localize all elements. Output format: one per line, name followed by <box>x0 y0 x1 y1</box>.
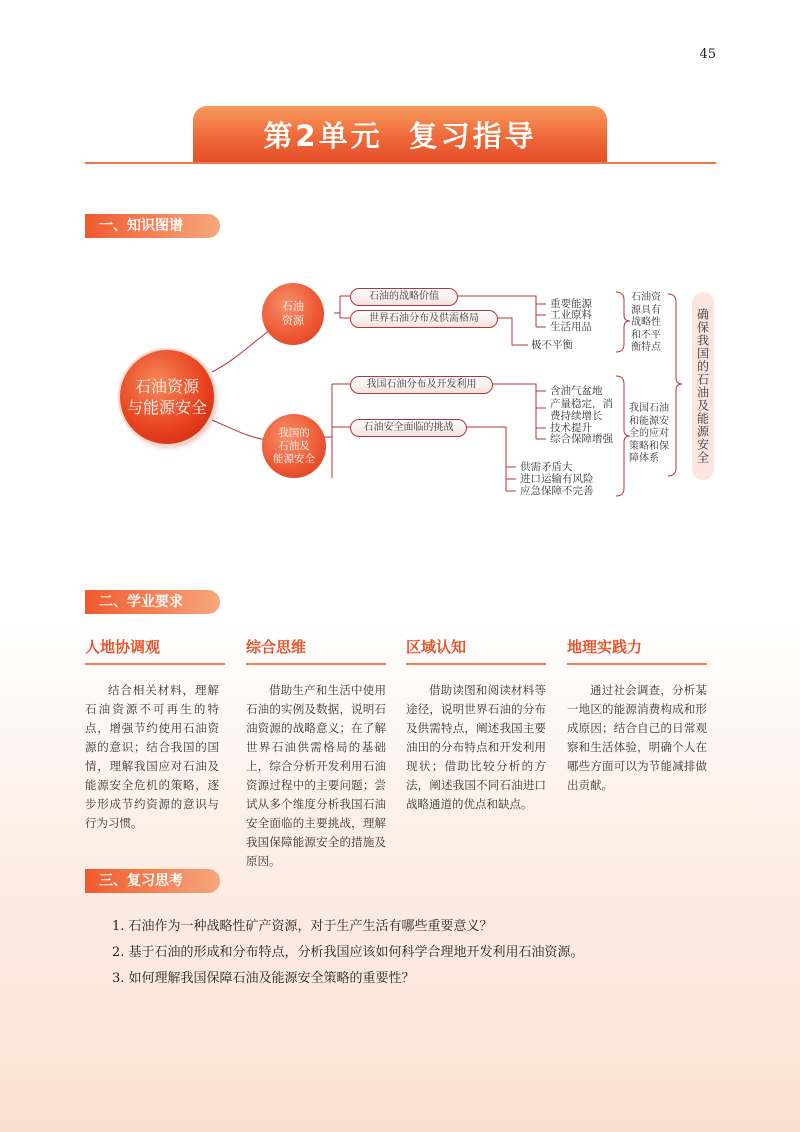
summary-resource-line: 和不平 <box>631 329 661 341</box>
connector-challenges <box>466 427 516 491</box>
requirement-column <box>567 636 707 795</box>
connector-world-distribution <box>497 318 528 345</box>
node-china-line-1: 我国的 <box>278 426 310 439</box>
center-node-line-2: 与能源安全 <box>126 398 207 417</box>
node-oil-resource-line-2: 资源 <box>282 314 304 327</box>
center-node-line-1: 石油资源 <box>134 377 199 396</box>
china-item: 技术提升 <box>550 422 592 434</box>
requirement-paragraph: 结合相关材料，理解石油资源不可再生的特点，增强节约使用石油资源的意识；结合我国的国情，理解我国应对石油及能源安全危机的策略，逐步形成节约资源的意识与行为习惯。 <box>85 683 219 830</box>
final-goal-text: 确保我国的石油及能源安全 <box>695 308 710 464</box>
requirement-column <box>85 636 225 833</box>
node-china-oil-security <box>262 414 326 478</box>
brace-final <box>668 294 682 476</box>
brace-china <box>323 384 350 478</box>
strategic-item: 工业原料 <box>550 309 592 321</box>
section-header-review: 三、复习思考 <box>85 869 220 893</box>
unit-number: 第2单元 <box>263 118 383 153</box>
page-number: 45 <box>699 47 716 62</box>
requirement-paragraph: 通过社会调查，分析某一地区的能源消费构成和形成原因；结合自己的日常观察和生活体验，明确个人在哪些方面可以为节能减排做出贡献。 <box>567 683 707 792</box>
node-china-line-2: 石油及 <box>278 439 310 452</box>
requirement-heading: 地理实践力 <box>567 638 643 656</box>
summary-resource-line: 战略性 <box>631 317 661 328</box>
summary-china-line: 全的应对 <box>629 428 669 439</box>
concept-map <box>0 0 800 560</box>
requirement-column <box>406 636 546 814</box>
summary-resource-line: 衡特点 <box>631 342 661 353</box>
connector-china-distribution <box>492 384 546 439</box>
china-item: 费持续增长 <box>550 410 603 422</box>
requirement-text <box>406 681 546 814</box>
summary-china-line: 和能源安 <box>629 415 669 427</box>
brace-china-summary <box>616 376 630 496</box>
requirement-heading: 人地协调观 <box>85 638 161 656</box>
node-china-line-3: 能源安全 <box>273 452 315 465</box>
node-oil-resource <box>262 283 324 345</box>
connector-strategic-items <box>536 304 546 327</box>
summary-resource-line: 石油资 <box>631 292 661 303</box>
review-question-list <box>112 914 584 992</box>
review-question: 3. 如何理解我国保障石油及能源安全策略的重要性？ <box>112 971 415 986</box>
summary-resource <box>631 292 661 355</box>
requirement-rule <box>246 663 386 665</box>
connector-center-resource <box>212 330 270 372</box>
brace-strategic-summary <box>616 292 630 352</box>
requirement-paragraph: 借助读图和阅读材料等途径，说明世界石油的分布及供需特点，阐述我国主要油田的分布特点和开发利用现状；借助比较分析的方法，阐述我国不同石油进口战略通道的优点和缺点。 <box>406 683 546 811</box>
challenge-item: 供需矛盾大 <box>520 461 573 473</box>
china-item: 综合保障增强 <box>550 433 613 445</box>
section-header-knowledge-map: 一、知识图谱 <box>85 214 220 238</box>
requirement-rule <box>567 663 707 665</box>
summary-china-line: 策略和保 <box>629 440 669 452</box>
china-item: 含油气盆地 <box>550 385 603 397</box>
requirement-text <box>567 681 707 795</box>
concept-map-connectors <box>0 0 800 560</box>
section-header-requirements: 二、学业要求 <box>85 590 220 614</box>
review-question: 2. 基于石油的形成和分布特点，分析我国应该如何科学合理地开发利用石油资源。 <box>112 945 584 960</box>
pill-challenges: 石油安全面临的挑战 <box>350 419 467 437</box>
requirement-text <box>246 681 386 871</box>
summary-resource-line: 源具有 <box>631 304 661 316</box>
pill-strategic-value: 石油的战略价值 <box>350 288 458 306</box>
summary-china-line: 障体系 <box>629 453 659 464</box>
brace-resource <box>334 296 350 318</box>
challenge-item: 进口运输有风险 <box>520 473 594 485</box>
requirement-paragraph: 借助生产和生活中使用石油的实例及数据，说明石油资源的战略意义；在了解世界石油供需格局的基础上，综合分析开发利用石油资源过程中的主要问题；尝试从多个维度分析我国石油安全面临的主要挑战，理解我国保障能源安全的措施及原因。 <box>246 683 386 868</box>
unit-name: 复习指导 <box>408 118 537 153</box>
pill-world-distribution: 世界石油分布及供需格局 <box>350 310 498 328</box>
summary-china <box>629 403 669 466</box>
requirement-rule <box>406 663 546 665</box>
strategic-item: 生活用品 <box>550 321 592 333</box>
final-goal-box <box>692 292 714 480</box>
requirement-text <box>85 681 219 833</box>
center-node <box>120 350 214 444</box>
connector-center-china <box>212 420 268 440</box>
requirement-heading: 区域认知 <box>406 638 467 656</box>
china-item: 产量稳定，消 <box>550 398 613 410</box>
requirement-rule <box>85 663 225 665</box>
imbalance-label: 极不平衡 <box>531 339 573 351</box>
node-oil-resource-line-1: 石油 <box>282 300 304 313</box>
requirement-column <box>246 636 386 871</box>
pill-china-distribution: 我国石油分布及开发利用 <box>350 376 493 394</box>
strategic-item: 重要能源 <box>550 298 592 310</box>
summary-china-line: 我国石油 <box>629 403 669 414</box>
requirement-heading: 综合思维 <box>246 638 307 656</box>
challenge-item: 应急保障不完善 <box>520 485 594 497</box>
review-question: 1. 石油作为一种战略性矿产资源，对于生产生活有哪些重要意义？ <box>112 919 493 934</box>
